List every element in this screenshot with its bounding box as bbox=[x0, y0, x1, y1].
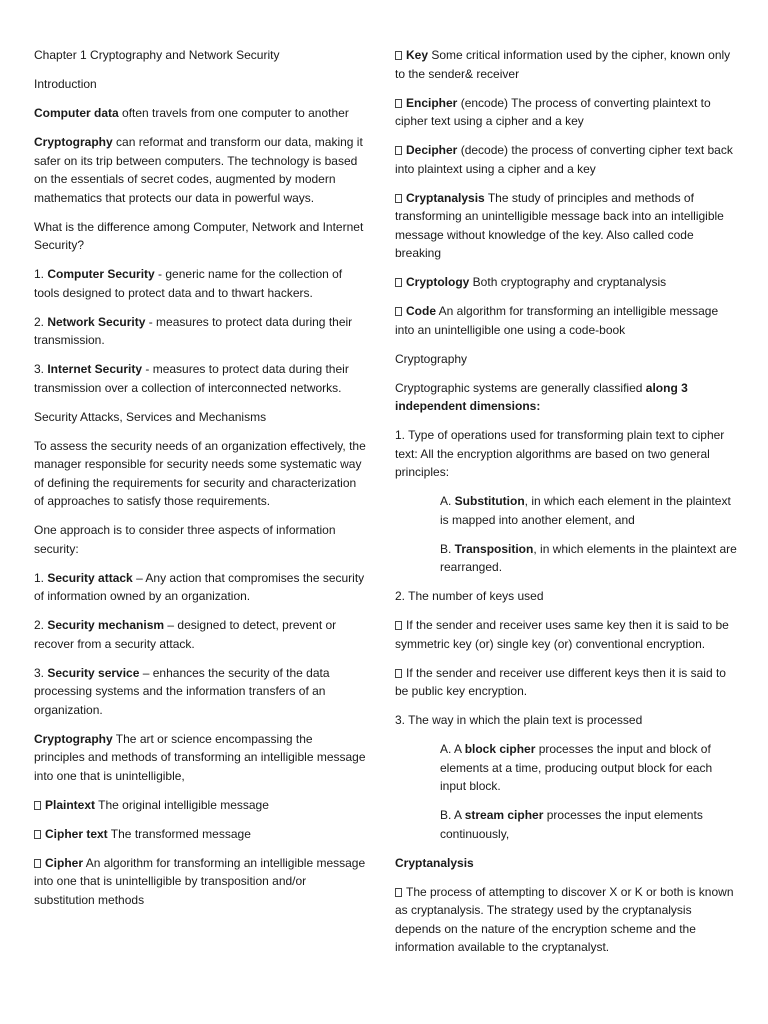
list-item: 2. Security mechanism – designed to detect, prevent or recover from a security attack. bbox=[34, 618, 337, 651]
term-item: The process of attempting to discover X or K or both is known as cryptanalysis. The strategy used by the cryptanalysis depends on the nature of the encryption scheme and the information available to the cryptanalyst. bbox=[395, 884, 734, 954]
left-column bbox=[34, 46, 366, 920]
section-heading: Cryptanalysis bbox=[395, 855, 474, 870]
chapter-title: Chapter 1 Cryptography and Network Security bbox=[34, 48, 280, 62]
section-heading: Cryptography bbox=[395, 351, 468, 366]
dimension-item: 3. The way in which the plain text is processed bbox=[395, 713, 643, 727]
list-item: 1. Security attack – Any action that compromises the security of information owned by an organization. bbox=[34, 570, 365, 603]
term-item: Code An algorithm for transforming an intelligible message into an unintelligible one using a code-book bbox=[395, 304, 719, 337]
list-item: 3. Internet Security - measures to protect data during their transmission over a collection of interconnected networks. bbox=[34, 362, 349, 395]
dimension-item: 2. The number of keys used bbox=[395, 589, 544, 603]
bullet-icon bbox=[395, 99, 402, 108]
sub-item: B. Transposition, in which elements in the plaintext are rearranged. bbox=[440, 541, 737, 574]
term-item: Cipher An algorithm for transforming an intelligible message into one that is unintelligible by transposition and/or substitution methods bbox=[34, 855, 366, 907]
paragraph-classification: Cryptographic systems are generally classified along 3 independent dimensions: bbox=[395, 380, 688, 413]
bullet-icon bbox=[395, 146, 402, 155]
bullet-icon bbox=[395, 669, 402, 678]
term-item: Key Some critical information used by the cipher, known only to the sender& receiver bbox=[395, 48, 731, 81]
paragraph-assess: To assess the security needs of an organization effectively, the manager responsible for security needs some systematic way of defining the requirements for security and characterization of approaches to satisfy those requirements. bbox=[34, 438, 366, 508]
term-item: Encipher (encode) The process of converting plaintext to cipher text using a cipher and a key bbox=[395, 95, 711, 128]
bullet-icon bbox=[34, 801, 41, 810]
term-item: If the sender and receiver use different keys then it is said to be public key encryption. bbox=[395, 665, 726, 698]
bullet-icon bbox=[395, 51, 402, 60]
bullet-icon bbox=[395, 307, 402, 316]
term-item: Plaintext The original intelligible message bbox=[34, 796, 366, 815]
paragraph-computer-data: Computer data often travels from one computer to another bbox=[34, 106, 349, 120]
bullet-icon bbox=[395, 621, 402, 630]
paragraph-approach: One approach is to consider three aspects of information security: bbox=[34, 523, 336, 556]
paragraph-cryptography-definition: Cryptography The art or science encompassing the principles and methods of transforming an intelligible message into one that is unintelligible, bbox=[34, 731, 366, 783]
sub-item: A. A block cipher processes the input and block of elements at a time, producing output block for each input block. bbox=[440, 742, 713, 793]
dimension-item: 1. Type of operations used for transforming plain text to cipher text: All the encryption algorithms are based on two general principles: bbox=[395, 428, 725, 479]
term-item: Cryptanalysis The study of principles and methods of transforming an unintelligible message back into an intelligible message without knowledge of the key. Also called code breaking bbox=[395, 190, 724, 260]
paragraph-cryptography: Cryptography can reformat and transform our data, making it safer on its trip between computers. The technology is based on the essentials of secret codes, augmented by modern mathematics that protects our data in powerful ways. bbox=[34, 135, 363, 205]
sub-item: A. Substitution, in which each element in the plaintext is mapped into another element, and bbox=[440, 494, 731, 527]
right-column bbox=[395, 46, 737, 967]
sub-item: B. A stream cipher processes the input elements continuously, bbox=[440, 808, 703, 841]
term-item: Decipher (decode) the process of converting cipher text back into plaintext using a cipher and a key bbox=[395, 143, 733, 176]
list-item: 3. Security service – enhances the security of the data processing systems and the information transfers of an organization. bbox=[34, 665, 330, 717]
bullet-icon bbox=[395, 278, 402, 287]
bullet-icon bbox=[395, 888, 402, 897]
term-item: Cipher text The transformed message bbox=[34, 825, 366, 844]
question-paragraph: What is the difference among Computer, Network and Internet Security? bbox=[34, 219, 364, 252]
list-item: 2. Network Security - measures to protect data during their transmission. bbox=[34, 314, 353, 347]
intro-heading: Introduction bbox=[34, 77, 97, 91]
bullet-icon bbox=[34, 830, 41, 839]
bullet-icon bbox=[34, 859, 41, 868]
term-item: Cryptology Both cryptography and cryptanalysis bbox=[395, 273, 737, 292]
term-item: If the sender and receiver uses same key then it is said to be symmetric key (or) single key (or) conventional encryption. bbox=[395, 618, 729, 651]
section-heading: Security Attacks, Services and Mechanisms bbox=[34, 409, 267, 424]
bullet-icon bbox=[395, 194, 402, 203]
list-item: 1. Computer Security - generic name for the collection of tools designed to protect data and to thwart hackers. bbox=[34, 267, 343, 300]
